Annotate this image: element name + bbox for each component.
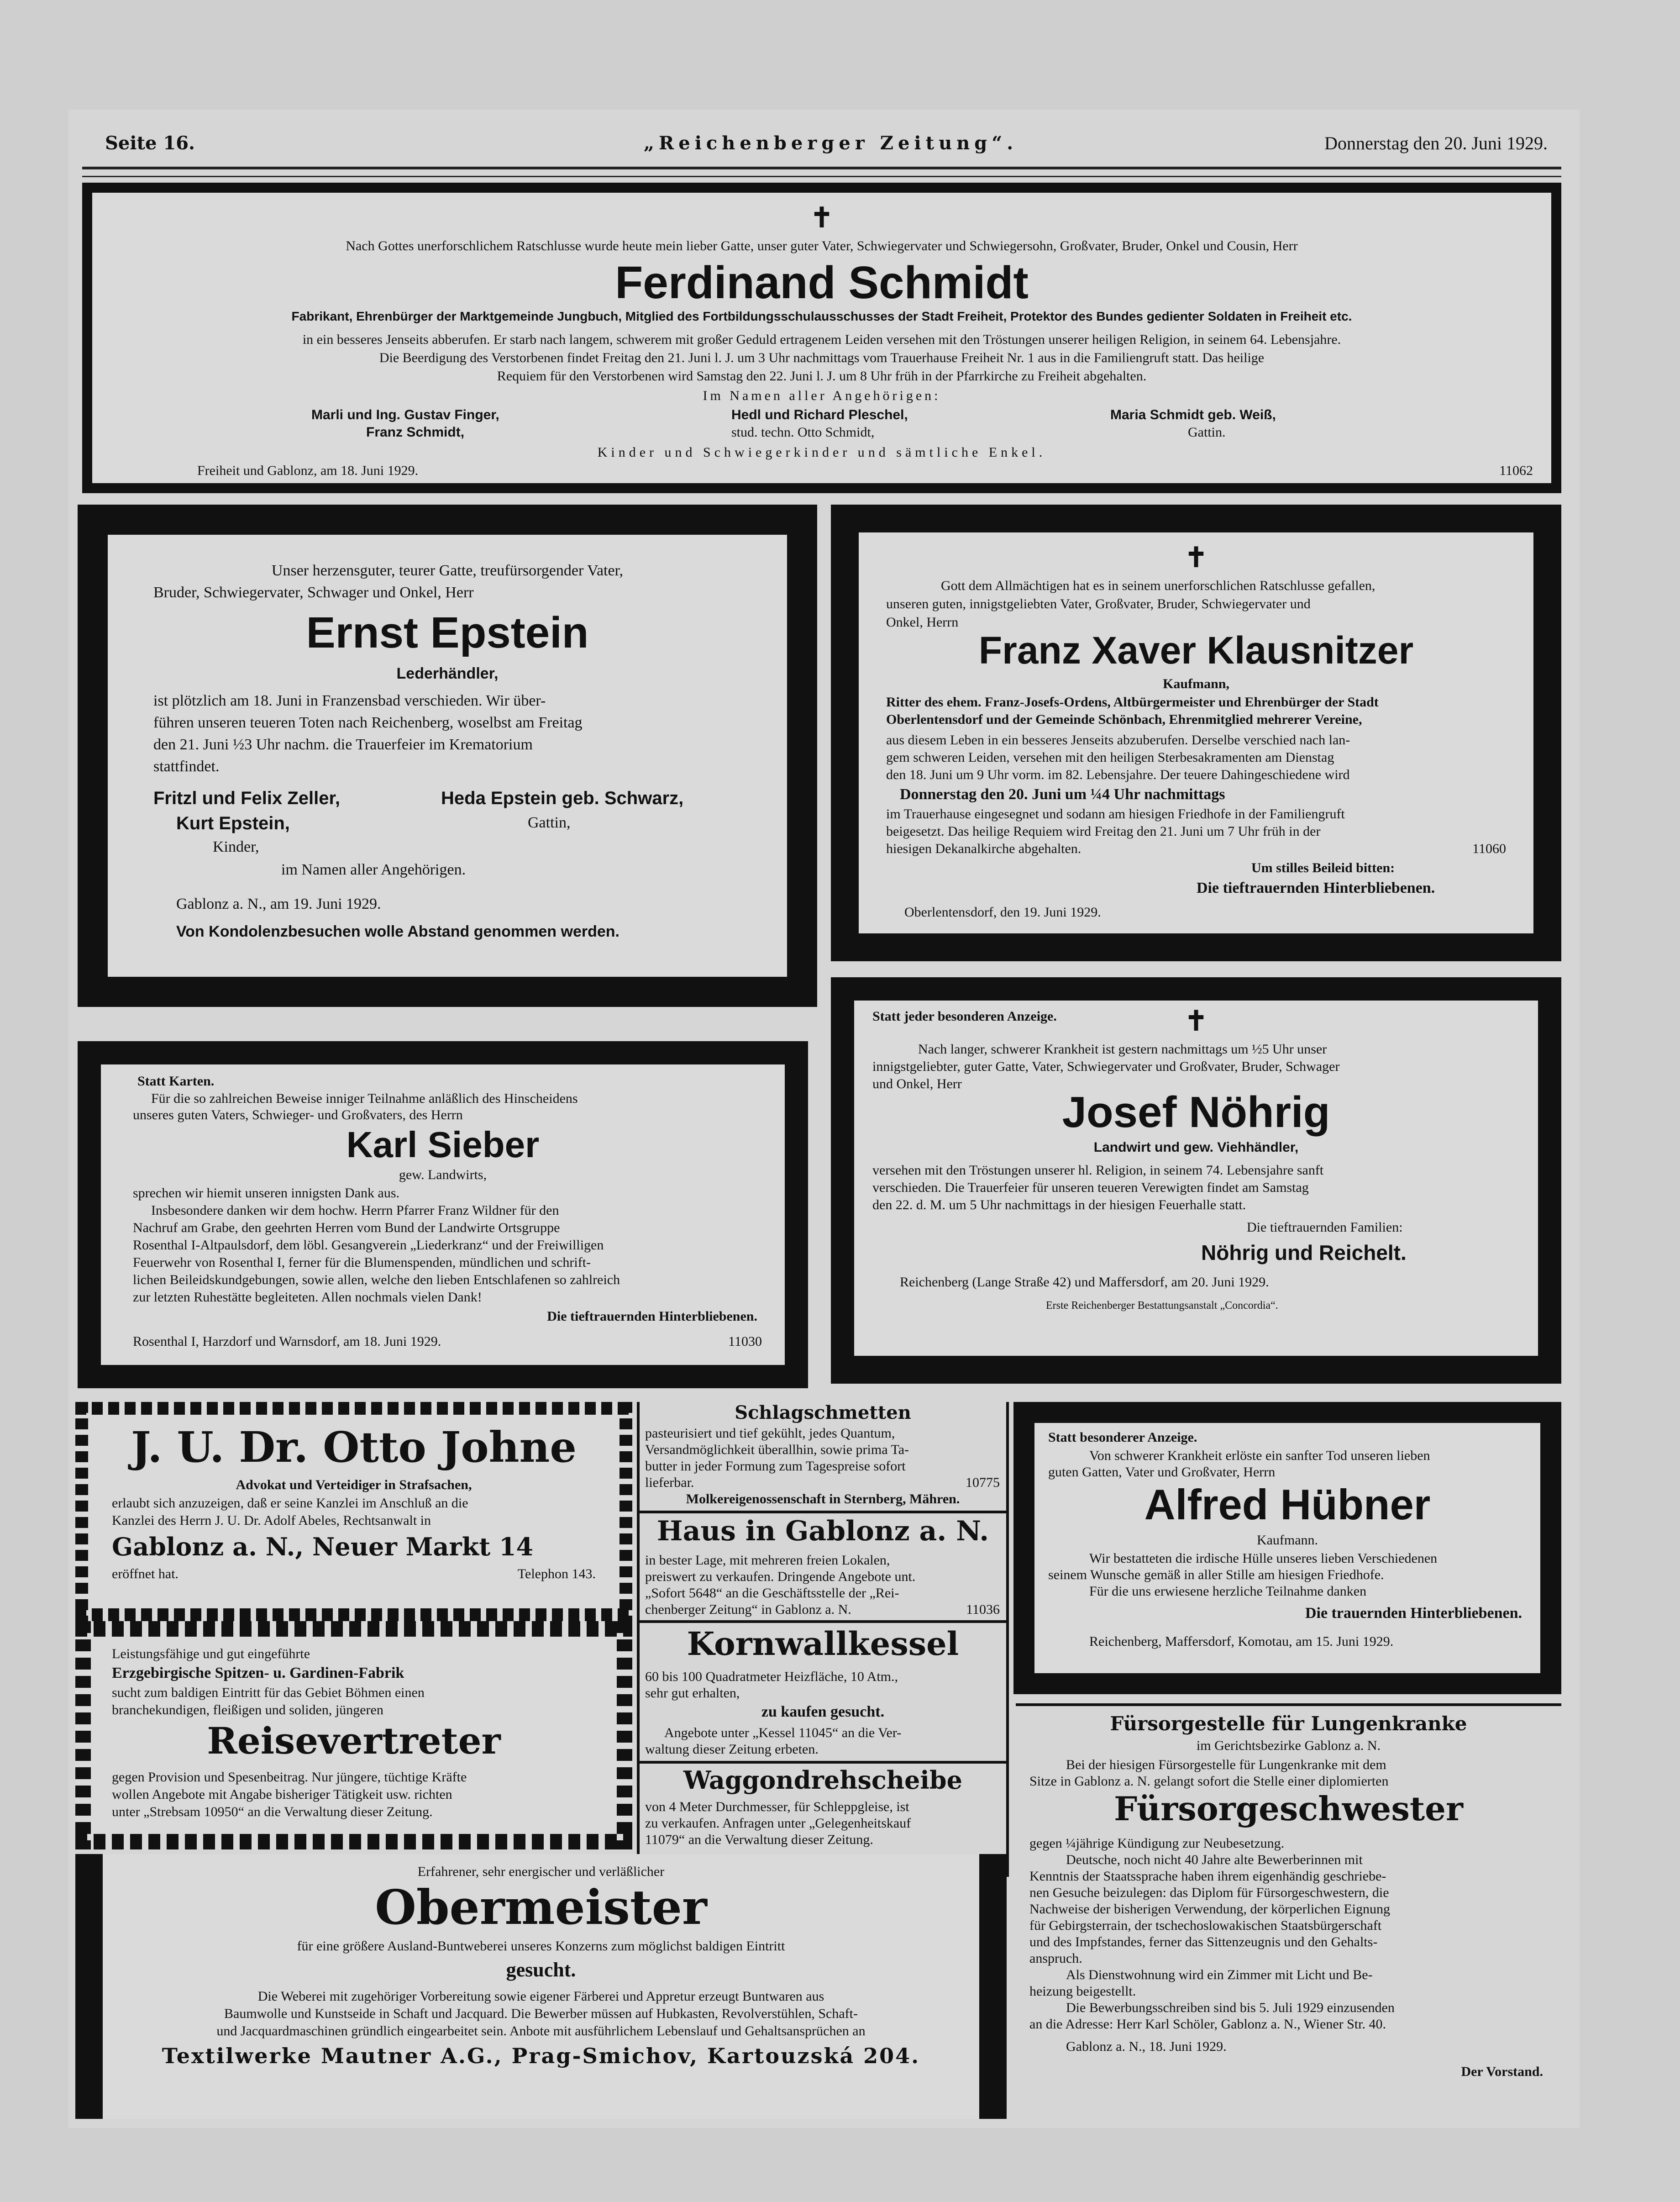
- ad-haus-number: 11036: [966, 1602, 1000, 1617]
- ad-divider: [637, 1620, 1009, 1623]
- ad-kessel-l1: 60 bis 100 Quadratmeter Heizfläche, 10 Atm.,: [645, 1669, 898, 1684]
- schmidt-intro: Nach Gottes unerforschlichem Ratschlusse wurde heute mein lieber Gatte, unser guter Vater, Schwiegervater und Schwiegersohn, Großvater, Bruder, Onkel und Cousin, Herr: [346, 238, 1298, 253]
- noehrig-job: Landwirt und gew. Viehhändler,: [1093, 1140, 1299, 1155]
- schmidt-fam3a: Maria Schmidt geb. Weiß,: [1110, 407, 1276, 422]
- epstein-t3: den 21. Juni ½3 Uhr nachm. die Trauerfeier im Krematorium: [153, 736, 533, 753]
- ober-title: Obermeister: [375, 1879, 707, 1935]
- huebner-job: Kaufmann.: [1256, 1533, 1318, 1548]
- ad-schlagschmetten-firm: Molkereigenossenschaft in Sternberg, Mähren.: [686, 1491, 960, 1507]
- fuersorge-place: Gablonz a. N., 18. Juni 1929.: [1066, 2039, 1227, 2054]
- cross-icon: ✝: [810, 203, 834, 233]
- schmidt-line2: Die Beerdigung des Verstorbenen findet Freitag den 21. Juni l. J. um 3 Uhr nachmittags vom Trauerhause Freiheit Nr. 1 aus in die Familiengruft statt. Das heilige: [379, 350, 1265, 365]
- sieber-t1: sprechen wir hiemit unseren innigsten Dank aus.: [133, 1185, 400, 1201]
- schmidt-children: Kinder und Schwiegerkinder und sämtliche Enkel.: [597, 445, 1046, 460]
- epstein-f4: im Namen aller Angehörigen.: [281, 861, 466, 878]
- fuersorge-t7: und des Impfstandes, ferner das Sittenzeugnis und den Gehalts-: [1029, 1934, 1378, 1949]
- ober-i2: für eine größere Ausland-Buntweberei unseres Konzerns zum möglichst baldigen Eintritt: [297, 1939, 785, 1954]
- ad-schlagschmetten-l4: lieferbar.: [645, 1475, 694, 1490]
- sieber-top: Statt Karten.: [137, 1074, 215, 1089]
- ad-kessel-title: Kornwallkessel: [687, 1625, 959, 1663]
- obituary-noehrig: [831, 977, 1561, 1384]
- noehrig-t1: versehen mit den Tröstungen unserer hl. Religion, in seinem 74. Lebensjahre sanft: [872, 1163, 1324, 1178]
- schmidt-fam2b: stud. techn. Otto Schmidt,: [731, 425, 875, 440]
- sieber-name: Karl Sieber: [346, 1124, 540, 1165]
- epstein-t2: führen unseren teueren Toten nach Reichenberg, woselbst am Freitag: [153, 714, 583, 731]
- epstein-f2b: Gattin,: [528, 814, 571, 831]
- klausnitzer-t3: den 18. Juni um 9 Uhr vorm. im 82. Lebensjahre. Der teuere Dahingeschiedene wird: [886, 767, 1350, 782]
- sieber-t6: lichen Beileidskundgebungen, sowie allen, welche den lieben Entschlafenen so zahlreich: [133, 1272, 620, 1287]
- klausnitzer-place: Oberlentensdorf, den 19. Juni 1929.: [904, 905, 1101, 920]
- johne-t3: eröffnet hat.: [112, 1566, 179, 1581]
- noehrig-name: Josef Nöhrig: [1062, 1088, 1330, 1137]
- obituary-epstein: [78, 505, 817, 1007]
- sieber-place: Rosenthal I, Harzdorf und Warnsdorf, am 18. Juni 1929.: [133, 1334, 441, 1349]
- huebner-t3: Für die uns erwiesene herzliche Teilnahme danken: [1089, 1584, 1367, 1599]
- ober-t1: Die Weberei mit zugehöriger Vorbereitung sowie eigener Färberei und Appretur erzeugt Buntwaren aus: [257, 1989, 824, 2004]
- border-bottom: [75, 1834, 632, 1849]
- johne-job: Advokat und Verteidiger in Strafsachen,: [236, 1477, 472, 1492]
- border-top: [75, 1402, 632, 1415]
- sieber-i1: Für die so zahlreichen Beweise inniger Teilnahme anläßlich des Hinscheidens: [151, 1091, 578, 1106]
- johne-t1: erlaubt sich anzuzeigen, daß er seine Kanzlei im Anschluß an die: [112, 1496, 468, 1511]
- noehrig-t2: verschieden. Die Trauerfeier für unseren teueren Verewigten findet am Samstag: [872, 1180, 1309, 1195]
- ad-haus-title: Haus in Gablonz a. N.: [656, 1515, 989, 1547]
- ad-haus-l4: chenberger Zeitung“ in Gablonz a. N.: [645, 1602, 851, 1617]
- fuersorge-t9: Als Dienstwohnung wird ein Zimmer mit Licht und Be-: [1066, 1967, 1373, 1982]
- ober-i1: Erfahrener, sehr energischer und verläßlicher: [417, 1864, 665, 1879]
- huebner-t1: Wir bestatteten die irdische Hülle unseres lieben Verschiedenen: [1089, 1551, 1438, 1566]
- schmidt-name: Ferdinand Schmidt: [615, 257, 1029, 308]
- klausnitzer-bitte: Um stilles Beileid bitten:: [1251, 860, 1395, 875]
- schmidt-fam1b: Franz Schmidt,: [366, 425, 465, 440]
- klausnitzer-family: Die tieftrauernden Hinterbliebenen.: [1197, 880, 1435, 896]
- noehrig-i3: und Onkel, Herr: [872, 1076, 962, 1091]
- page-header: [105, 132, 1548, 160]
- ad-divider: [637, 1761, 1009, 1764]
- schmidt-family-head: Im Namen aller Angehörigen:: [703, 388, 941, 403]
- sieber-job: gew. Landwirts,: [399, 1167, 487, 1182]
- noehrig-top: Statt jeder besonderen Anzeige.: [872, 1009, 1057, 1024]
- noehrig-family: Nöhrig und Reichelt.: [1201, 1241, 1407, 1264]
- epstein-t4: stattfindet.: [153, 758, 220, 775]
- schmidt-fam2a: Hedl und Richard Pleschel,: [731, 407, 908, 422]
- sieber-t7: zur letzten Ruhestätte begleiteten. Allen nochmals vielen Dank!: [133, 1290, 482, 1305]
- reise-firm: Erzgebirgische Spitzen- u. Gardinen-Fabrik: [112, 1665, 404, 1681]
- fuersorge-t10: heizung beigestellt.: [1029, 1984, 1136, 1999]
- epstein-place: Gablonz a. N., am 19. Juni 1929.: [176, 896, 381, 912]
- huebner-i2: guten Gatten, Vater und Großvater, Herrn: [1048, 1464, 1276, 1480]
- johne-address: Gablonz a. N., Neuer Markt 14: [112, 1532, 534, 1561]
- reise-t3: unter „Strebsam 10950“ an die Verwaltung dieser Zeitung.: [112, 1804, 433, 1819]
- klausnitzer-t6: beigesetzt. Das heilige Requiem wird Freitag den 21. Juni um 7 Uhr früh in der: [886, 824, 1321, 839]
- ad-kessel-l4: Angebote unter „Kessel 11045“ an die Ver-: [664, 1725, 902, 1740]
- schmidt-line1: in ein besseres Jenseits abberufen. Er starb nach langem, schwerem mit großer Geduld ertragenem Leiden versehen mit den Tröstungen unserer heiligen Religion, in seinem 64. Lebensjahre.: [302, 332, 1341, 347]
- huebner-family: Die trauernden Hinterbliebenen.: [1305, 1605, 1522, 1622]
- ad-kessel-l2: sehr gut erhalten,: [645, 1686, 740, 1701]
- fuersorge-t4: nen Gesuche beizulegen: das Diplom für Fürsorgeschwestern, die: [1029, 1885, 1389, 1900]
- noehrig-footer: Erste Reichenberger Bestattungsanstalt „Concordia“.: [1046, 1300, 1278, 1312]
- ad-divider: [1016, 1703, 1561, 1706]
- klausnitzer-i1: Gott dem Allmächtigen hat es in seinem unerforschlichen Ratschlusse gefallen,: [941, 578, 1376, 593]
- border-top: [75, 1621, 632, 1637]
- epstein-job: Lederhändler,: [396, 665, 499, 682]
- ober-firm: Textilwerke Mautner A.G., Prag-Smichov, Kartouzská 204.: [162, 2044, 920, 2068]
- ad-waggon-l1: von 4 Meter Durchmesser, für Schleppgleise, ist: [645, 1799, 909, 1814]
- fuersorge-t6: für Gebirgsterrain, der tschechoslowakischen Staatsbürgerschaft: [1029, 1918, 1382, 1933]
- noehrig-i1: Nach langer, schwerer Krankheit ist gestern nachmittags um ½5 Uhr unser: [918, 1042, 1327, 1057]
- obituary-huebner: [1013, 1402, 1561, 1694]
- schmidt-fam3b: Gattin.: [1188, 425, 1226, 440]
- epstein-f2a: Kurt Epstein,: [176, 813, 290, 833]
- reise-i2: sucht zum baldigen Eintritt für das Gebiet Böhmen einen: [112, 1685, 425, 1700]
- fuersorge-i2: Sitze in Gablonz a. N. gelangt sofort die Stelle einer diplomierten: [1029, 1774, 1389, 1789]
- epstein-f1b: Heda Epstein geb. Schwarz,: [441, 788, 684, 808]
- reise-i3: branchekundigen, fleißigen und soliden, jüngeren: [112, 1702, 383, 1717]
- ad-fuersorgestelle: [1016, 1703, 1561, 2114]
- schmidt-fam1a: Marli und Ing. Gustav Finger,: [311, 407, 499, 422]
- huebner-t2: seinem Wunsche gemäß in aller Stille am hiesigen Friedhofe.: [1048, 1567, 1384, 1582]
- reise-i1: Leistungsfähige und gut eingeführte: [112, 1646, 310, 1661]
- ad-waggon-l3: 11079“ an die Verwaltung dieser Zeitung.: [645, 1832, 873, 1847]
- huebner-top: Statt besonderer Anzeige.: [1048, 1430, 1197, 1445]
- klausnitzer-r1: Ritter des ehem. Franz-Josefs-Ordens, Altbürgermeister und Ehrenbürger der Stadt: [886, 695, 1379, 710]
- cross-icon: ✝: [1184, 543, 1208, 573]
- ad-kessel-l5: waltung dieser Zeitung erbeten.: [645, 1742, 819, 1757]
- fuersorge-i1: Bei der hiesigen Fürsorgestelle für Lungenkranke mit dem: [1066, 1757, 1386, 1772]
- ad-schlagschmetten-l1: pasteurisiert und tief gekühlt, jedes Quantum,: [645, 1426, 895, 1441]
- fuersorge-sub: im Gerichtsbezirke Gablonz a. N.: [1196, 1738, 1381, 1753]
- obituary-klausnitzer: [831, 505, 1561, 961]
- ads-middle-column: [637, 1402, 1009, 1877]
- epstein-note: Von Kondolenzbesuchen wolle Abstand genommen werden.: [176, 923, 620, 940]
- schmidt-number: 11062: [1499, 463, 1533, 478]
- ad-kessel-l3: zu kaufen gesucht.: [761, 1703, 885, 1720]
- ad-schlagschmetten-l3: butter in jeder Formung zum Tagespreise sofort: [645, 1459, 906, 1474]
- ad-haus-l1: in bester Lage, mit mehreren freien Lokalen,: [645, 1553, 890, 1568]
- ober-t3: und Jacquardmaschinen gründlich eingearbeitet sein. Anbote mit ausführlichem Lebenslauf und Gehaltsansprüchen an: [216, 2023, 866, 2039]
- sieber-number: 11030: [728, 1334, 762, 1349]
- obituary-schmidt: [82, 183, 1561, 493]
- fuersorge-t11: Die Bewerbungsschreiben sind bis 5. Juli 1929 einzusenden: [1066, 2000, 1395, 2015]
- fuersorge-t2: Deutsche, noch nicht 40 Jahre alte Bewerberinnen mit: [1066, 1852, 1363, 1867]
- ober-t2: Baumwolle und Kunstseide in Schaft und Jacquard. Die Bewerber müssen auf Hubkasten, Revolverstühlen, Schaft-: [224, 2006, 858, 2021]
- reise-t1: gegen Provision und Spesenbeitrag. Nur jüngere, tüchtige Kräfte: [112, 1770, 467, 1785]
- noehrig-t3: den 22. d. M. um 5 Uhr nachmittags in der hiesigen Feuerhalle statt.: [872, 1197, 1246, 1212]
- klausnitzer-t2: gem schweren Leiden, versehen mit den heiligen Sterbesakramenten am Dienstag: [886, 750, 1334, 765]
- noehrig-place: Reichenberg (Lange Straße 42) und Maffersdorf, am 20. Juni 1929.: [900, 1275, 1269, 1290]
- sieber-t3: Nachruf am Grabe, den geehrten Herren vom Bund der Landwirte Ortsgruppe: [133, 1220, 560, 1235]
- ad-haus-l2: preiswert zu verkaufen. Dringende Angebote unt.: [645, 1569, 916, 1584]
- fuersorge-title: Fürsorgeschwester: [1114, 1789, 1463, 1828]
- header-rule: [82, 167, 1561, 177]
- fuersorge-heading: Fürsorgestelle für Lungenkranke: [1110, 1712, 1467, 1735]
- johne-t2: Kanzlei des Herrn J. U. Dr. Adolf Abeles, Rechtsanwalt in: [112, 1513, 431, 1528]
- fuersorge-t3: Kenntnis der Staatssprache haben ihrem eigenhändig geschriebe-: [1029, 1869, 1386, 1884]
- epstein-f3: Kinder,: [213, 838, 259, 855]
- page-number: Seite 16.: [105, 132, 195, 154]
- ad-reisevertreter: [75, 1621, 632, 1849]
- schmidt-titles: Fabrikant, Ehrenbürger der Marktgemeinde Jungbuch, Mitglied des Fortbildungsschulausschusses der Stadt Freiheit, Protektor des Bundes gedienter Soldaten in Freiheit etc.: [291, 309, 1352, 323]
- noehrig-family-head: Die tieftrauernden Familien:: [1247, 1220, 1403, 1235]
- fuersorge-t8: anspruch.: [1029, 1951, 1082, 1966]
- fuersorge-t12: an die Adresse: Herr Karl Schöler, Gablonz a. N., Wiener Str. 40.: [1029, 2017, 1386, 2032]
- huebner-i1: Von schwerer Krankheit erlöste ein sanfter Tod unseren lieben: [1089, 1448, 1430, 1463]
- ad-johne: [75, 1402, 632, 1621]
- ad-divider: [637, 1511, 1009, 1513]
- sieber-t5: Feuerwehr von Rosenthal I, ferner für die Blumenspenden, mündlichen und schrift-: [133, 1255, 591, 1270]
- issue-date: Donnerstag den 20. Juni 1929.: [1324, 133, 1548, 153]
- ad-schlagschmetten-number: 10775: [966, 1475, 1000, 1490]
- obituary-sieber: [78, 1041, 808, 1388]
- epstein-f1a: Fritzl und Felix Zeller,: [153, 788, 340, 808]
- ad-waggon-l2: zu verkaufen. Anfragen unter „Gelegenheitskauf: [645, 1816, 911, 1831]
- klausnitzer-t7: hiesigen Dekanalkirche abgehalten.: [886, 841, 1082, 856]
- huebner-place: Reichenberg, Maffersdorf, Komotau, am 15. Juni 1929.: [1089, 1634, 1394, 1649]
- schmidt-line3: Requiem für den Verstorbenen wird Samstag den 22. Juni l. J. um 8 Uhr früh in der Pfarrkirche zu Freiheit abgehalten.: [497, 369, 1147, 384]
- klausnitzer-number: 11060: [1472, 841, 1506, 856]
- sieber-t2: Insbesondere danken wir dem hochw. Herrn Pfarrer Franz Wildner für den: [151, 1203, 559, 1218]
- epstein-intro1: Unser herzensguter, teurer Gatte, treufürsorgender Vater,: [271, 562, 624, 579]
- ad-waggon-title: Waggondrehscheibe: [683, 1765, 963, 1795]
- klausnitzer-i2: unseren guten, innigstgeliebten Vater, Großvater, Bruder, Schwiegervater und: [886, 596, 1311, 611]
- epstein-name: Ernst Epstein: [306, 608, 589, 657]
- fuersorge-signature: Der Vorstand.: [1461, 2064, 1543, 2079]
- ad-obermeister: [75, 1854, 1007, 2119]
- johne-telephone: Telephon 143.: [517, 1566, 596, 1581]
- klausnitzer-name: Franz Xaver Klausnitzer: [978, 629, 1414, 672]
- klausnitzer-t1: aus diesem Leben in ein besseres Jenseits abzuberufen. Derselbe verschied nach lan-: [886, 732, 1350, 748]
- ad-haus-l3: „Sofort 5648“ an die Geschäftsstelle der „Rei-: [645, 1586, 899, 1601]
- johne-name: J. U. Dr. Otto Johne: [131, 1422, 577, 1472]
- reise-title: Reisevertreter: [207, 1719, 501, 1762]
- ad-schlagschmetten-title: Schlagschmetten: [735, 1402, 911, 1423]
- fuersorge-t1: gegen ¼jährige Kündigung zur Neubesetzung.: [1029, 1836, 1285, 1851]
- klausnitzer-job: Kaufmann,: [1163, 676, 1229, 691]
- klausnitzer-i3: Onkel, Herrn: [886, 615, 959, 630]
- fuersorge-t5: Nachweise der bisherigen Verwendung, der körperlichen Eignung: [1029, 1902, 1391, 1917]
- border-bottom: [75, 1608, 632, 1621]
- ad-schlagschmetten-l2: Versandmöglichkeit überallhin, sowie prima Ta-: [645, 1442, 909, 1457]
- klausnitzer-t5: im Trauerhause eingesegnet und sodann am hiesigen Friedhofe in der Familiengruft: [886, 806, 1345, 822]
- sieber-t4: Rosenthal I-Altpaulsdorf, dem löbl. Gesangverein „Liederkranz“ und der Freiwilligen: [133, 1238, 604, 1253]
- epstein-t1: ist plötzlich am 18. Juni in Franzensbad verschieden. Wir über-: [153, 692, 546, 709]
- epstein-intro2: Bruder, Schwiegervater, Schwager und Onkel, Herr: [153, 584, 474, 601]
- sieber-i2: unseres guten Vaters, Schwieger- und Großvaters, des Herrn: [133, 1107, 463, 1122]
- newspaper-title: „Reichenberger Zeitung“.: [644, 132, 1018, 154]
- ober-gesucht: gesucht.: [506, 1959, 576, 1981]
- schmidt-place: Freiheit und Gablonz, am 18. Juni 1929.: [197, 463, 419, 478]
- huebner-name: Alfred Hübner: [1144, 1480, 1431, 1528]
- cross-icon: ✝: [1184, 1006, 1208, 1036]
- klausnitzer-t4: Donnerstag den 20. Juni um ¼4 Uhr nachmittags: [900, 786, 1225, 803]
- sieber-family: Die tieftrauernden Hinterbliebenen.: [547, 1309, 757, 1324]
- klausnitzer-r2: Oberlentensdorf und der Gemeinde Schönbach, Ehrenmitglied mehrerer Vereine,: [886, 712, 1362, 727]
- reise-t2: wollen Angebote mit Angabe bisheriger Tätigkeit usw. richten: [112, 1787, 452, 1802]
- noehrig-i2: innigstgeliebter, guter Gatte, Vater, Schwiegervater und Großvater, Bruder, Schwager: [872, 1059, 1340, 1074]
